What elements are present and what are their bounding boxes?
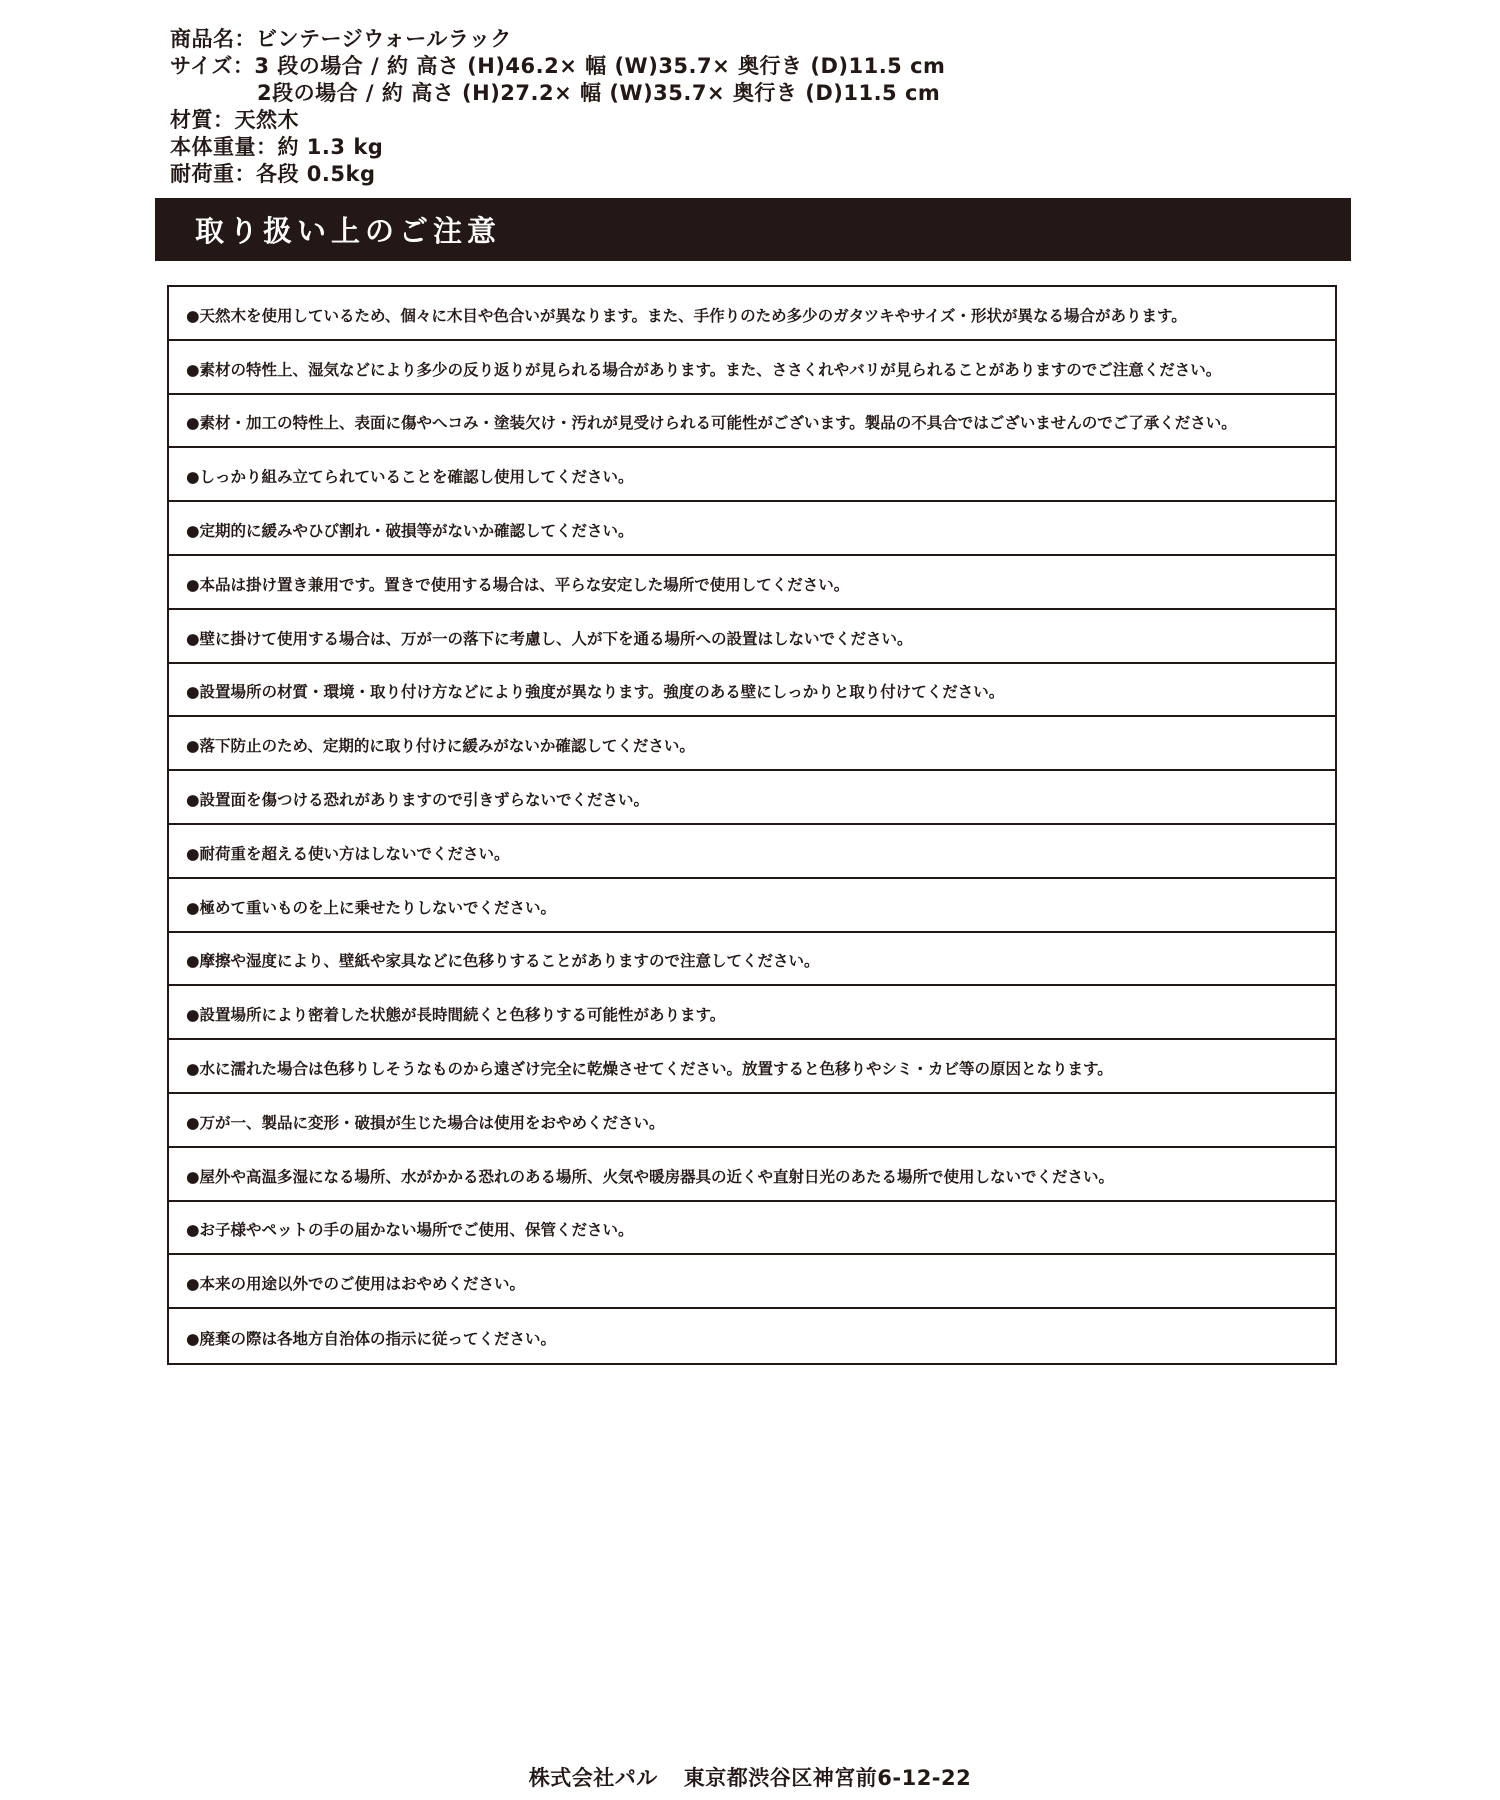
caution-item: ●定期的に緩みやひび割れ・破損等がないか確認してください。	[169, 502, 1335, 556]
company-footer	[0, 1762, 1500, 1792]
caution-item: ●極めて重いものを上に乗せたりしないでください。	[169, 879, 1335, 933]
caution-item: ●お子様やペットの手の届かない場所でご使用、保管ください。	[169, 1202, 1335, 1256]
caution-item: ●壁に掛けて使用する場合は、万が一の落下に考慮し、人が下を通る場所への設置はしないでください。	[169, 610, 1335, 664]
caution-item: ●設置面を傷つける恐れがありますので引きずらないでください。	[169, 771, 1335, 825]
caution-item: ●水に濡れた場合は色移りしそうなものから遠ざけ完全に乾燥させてください。放置すると色移りやシミ・カビ等の原因となります。	[169, 1040, 1335, 1094]
caution-item: ●落下防止のため、定期的に取り付けに緩みがないか確認してください。	[169, 717, 1335, 771]
caution-item: ●屋外や高温多湿になる場所、水がかかる恐れのある場所、火気や暖房器具の近くや直射日光のあたる場所で使用しないでください。	[169, 1148, 1335, 1202]
section-banner	[155, 198, 1351, 261]
caution-item: ●しっかり組み立てられていることを確認し使用してください。	[169, 448, 1335, 502]
spec-material: 材質：天然木	[170, 108, 299, 132]
section-title: 取り扱い上のご注意	[195, 214, 502, 248]
caution-item: ●素材・加工の特性上、表面に傷やへコみ・塗装欠け・汚れが見受けられる可能性がございます。製品の不具合ではございませんのでご了承ください。	[169, 395, 1335, 449]
caution-item: ●設置場所により密着した状態が長時間続くと色移りする可能性があります。	[169, 986, 1335, 1040]
caution-item: ●天然木を使用しているため、個々に木目や色合いが異なります。また、手作りのため多少のガタツキやサイズ・形状が異なる場合があります。	[169, 287, 1335, 341]
product-spec	[170, 26, 945, 188]
caution-item: ●廃棄の際は各地方自治体の指示に従ってください。	[186, 1330, 557, 1349]
caution-item: ●本品は掛け置き兼用です。置きで使用する場合は、平らな安定した場所で使用してください。	[169, 556, 1335, 610]
company-name: 株式会社パル	[528, 1766, 658, 1790]
spec-size-3-tier: サイズ：3 段の場合 / 約 高さ (H)46.2× 幅 (W)35.7× 奥行き (D)11.5 cm	[170, 54, 946, 78]
caution-list	[167, 285, 1337, 1365]
caution-item: ●万が一、製品に変形・破損が生じた場合は使用をおやめください。	[169, 1094, 1335, 1148]
company-address: 東京都渋谷区神宮前6-12-22	[683, 1766, 972, 1790]
caution-item: ●摩擦や湿度により、壁紙や家具などに色移りすることがありますので注意してください。	[169, 933, 1335, 987]
caution-item: ●本来の用途以外でのご使用はおやめください。	[169, 1255, 1335, 1309]
spec-weight: 本体重量：約 1.3 kg	[170, 135, 384, 159]
caution-item: ●設置場所の材質・環境・取り付け方などにより強度が異なります。強度のある壁にしっかりと取り付けてください。	[169, 664, 1335, 718]
spec-size-2-tier: 2段の場合 / 約 高さ (H)27.2× 幅 (W)35.7× 奥行き (D)11.5 cm	[257, 81, 941, 105]
spec-load-capacity: 耐荷重：各段 0.5kg	[170, 162, 376, 186]
spec-product-name: 商品名：ビンテージウォールラック	[170, 27, 512, 51]
caution-item: ●素材の特性上、湿気などにより多少の反り返りが見られる場合があります。また、ささくれやバリが見られることがありますのでご注意ください。	[169, 341, 1335, 395]
caution-item: ●耐荷重を超える使い方はしないでください。	[169, 825, 1335, 879]
